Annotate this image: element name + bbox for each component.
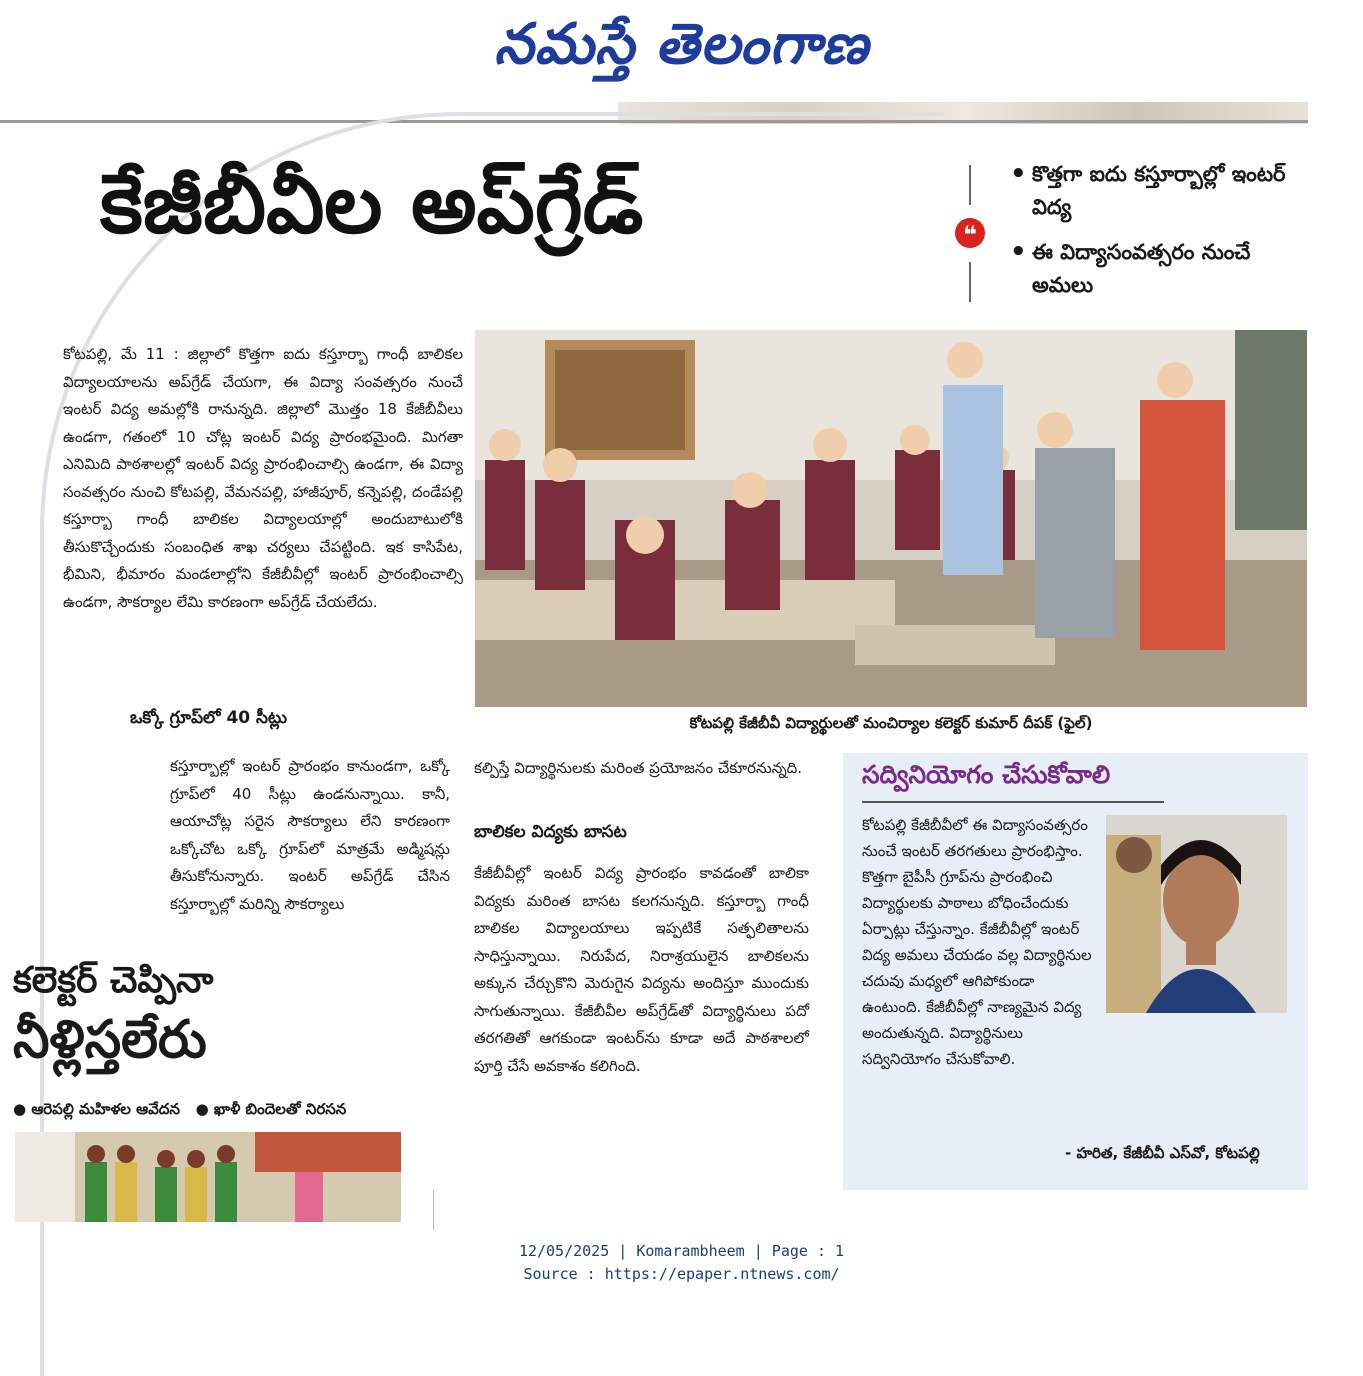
side-bullet-icon: ● <box>195 1100 214 1118</box>
article-paragraph-3: కల్పిస్తే విద్యార్థినులకు మరింత ప్రయోజనం చేకూరనున్నది. <box>474 759 803 777</box>
women-protest-photo <box>15 1132 401 1222</box>
article-paragraph-1: కోటపల్లి, మే 11 : జిల్లాలో కొత్తగా ఐదు కస్తూర్బా గాంధీ బాలికల విద్యాలయాలను అప్‌గ్రేడ్ చేయగా, ఈ విద్యా సంవత్సరం నుంచే ఇంటర్ విద్య అమల్లోకి రానున్నది. జిల్లాలో మొత్తం 18 కేజీబీవీలు ఉండగా, గతంలో 10 చోట్ల ఇంటర్ విద్య ప్రారంభమైంది. మిగతా ఎనిమిది పాఠశాలల్లో ఇంటర్ విద్య ప్రారంభించాల్సి ఉండగా, ఈ విద్యా సంవత్సరం నుంచి కోటపల్లి, వేమనపల్లి, హాజీపూర్, కన్నెపల్లి, దండేపల్లి కస్తూర్బా గాంధీ బాలికల విద్యాలయాల్లో అందుబాటులోకి తీసుకొచ్చేందుకు సంబంధిత శాఖ చర్యలు చేపట్టింది. ఇక కాసిపేట, భీమిని, భీమారం మండలాల్లోని కేజీబీవీల్లో ఇంటర్ ప్రారంభించాల్సి ఉండగా, సౌకర్యాల లేమి కారణంగా అప్‌గ్రేడ్ చేయలేదు. <box>63 345 463 611</box>
quote-divider-bottom <box>969 262 971 302</box>
quote-divider-top <box>969 165 971 205</box>
photo-caption: కోటపల్లి కేజీబీవీ విద్యార్థులతో మంచిర్యాల కలెక్టర్ కుమార్ దీపక్ (ఫైల్) <box>689 714 1093 732</box>
subhead-girls-education: బాలికల విద్యకు బాసట <box>474 822 627 842</box>
quote-signature: - హరిత, కేజీబీవీ ఎస్‌వో, కోటపల్లి <box>1065 1144 1260 1162</box>
protest-illustration <box>15 1132 401 1222</box>
side-bullet: ఆరెపల్లి మహిళల ఆవేదన <box>31 1100 180 1118</box>
masthead <box>0 0 1363 100</box>
side-bullet-icon: ● <box>13 1100 32 1118</box>
quote-box-rule <box>862 801 1164 803</box>
side-story-bullets <box>13 1100 346 1122</box>
side-story-kicker: కలెక్టర్ చెప్పినా <box>13 960 214 1001</box>
article-paragraph-2: కస్తూర్బాల్లో ఇంటర్ ప్రారంభం కానుండగా, ఒక్కో గ్రూప్‌లో 40 సీట్లు ఉండనున్నాయి. కానీ, ఆయాచోట్ల సరైన సౌకర్యాలు లేని కారణంగా ఒక్కోచోట ఒక్కో గ్రూప్‌లో మాత్రమే అడ్మిషన్లు తీసుకోనున్నారు. ఇంటర్ అప్‌గ్రేడ్ చేసిన కస్తూర్బాల్లో మరిన్ని సౌకర్యాలు <box>170 757 450 913</box>
classroom-illustration <box>475 330 1307 707</box>
footer-meta: 12/05/2025 | Komarambheem | Page : 1 <box>518 1242 845 1260</box>
footer-source: Source : https://epaper.ntnews.com/ <box>523 1265 840 1283</box>
quote-icon: ❝ <box>955 218 985 248</box>
quote-box-title: సద్వినియోగం చేసుకోవాలి <box>862 760 1111 789</box>
quote-box-body: కోటపల్లి కేజీబీవీలో ఈ విద్యాసంవత్సరం నుంచే ఇంటర్ తరగతులు ప్రారంభిస్తాం. కొత్తగా బైపీసీ గ్రూప్‌ను ప్రారంభించి విద్యార్థులకు పాఠాలు బోధించేందుకు ఏర్పాట్లు చేస్తున్నాం. కేజీబీవీల్లో ఇంటర్ విద్య అమలు చేయడం వల్ల విద్యార్థినుల చదువు మధ్యలో ఆగిపోకుండా ఉంటుంది. కేజీబీవీల్లో నాణ్యమైన విద్య అందుతున్నది. విద్యార్థినులు సద్వినియోగం చేసుకోవాలి. <box>862 816 1092 1068</box>
side-story-headline: నీళ్లిస్తలేరు <box>13 1010 207 1070</box>
column-divider <box>433 1190 434 1230</box>
classroom-photo <box>475 330 1307 707</box>
quote-box-text <box>862 812 1282 1072</box>
headline: కేజీబీవీల అప్‌గ్రేడ్ <box>100 157 644 252</box>
highlight-item: • ఈ విద్యాసంవత్సరం నుంచే అమలు <box>1010 236 1310 302</box>
article-paragraph-4: కేజీబీవీల్లో ఇంటర్ విద్య ప్రారంభం కావడంతో బాలికా విద్యకు మరింత బాసట కలగనున్నది. కస్తూర్బా గాంధీ బాలికల విద్యాలయాలు ఇప్పటికే సత్ఫలితాలను సాధిస్తున్నాయి. నిరుపేద, నిరాశ్రయులైన బాలికలను అక్కున చేర్చుకొని మెరుగైన విద్యను అందిస్తూ ముందుకు సాగుతున్నాయి. కేజీబీవీల అప్‌గ్రేడ్‌తో విద్యార్థినులు పదో తరగతితో ఆగకుండా ఇంటర్‌ను కూడా అదే పాఠశాలలో పూర్తి చేసే అవకాశం కలిగింది. <box>474 864 809 1075</box>
highlight-bullets <box>1010 158 1310 314</box>
side-bullet: ఖాళీ బిందెలతో నిరసన <box>213 1100 347 1118</box>
subhead-seats: ఒక్కో గ్రూప్‌లో 40 సీట్లు <box>130 708 287 728</box>
newspaper-title: నమస్తే తెలంగాణ <box>494 12 869 77</box>
footer <box>0 1240 1363 1286</box>
highlight-item: • కొత్తగా ఐదు కస్తూర్బాల్లో ఇంటర్ విద్య <box>1010 158 1310 224</box>
